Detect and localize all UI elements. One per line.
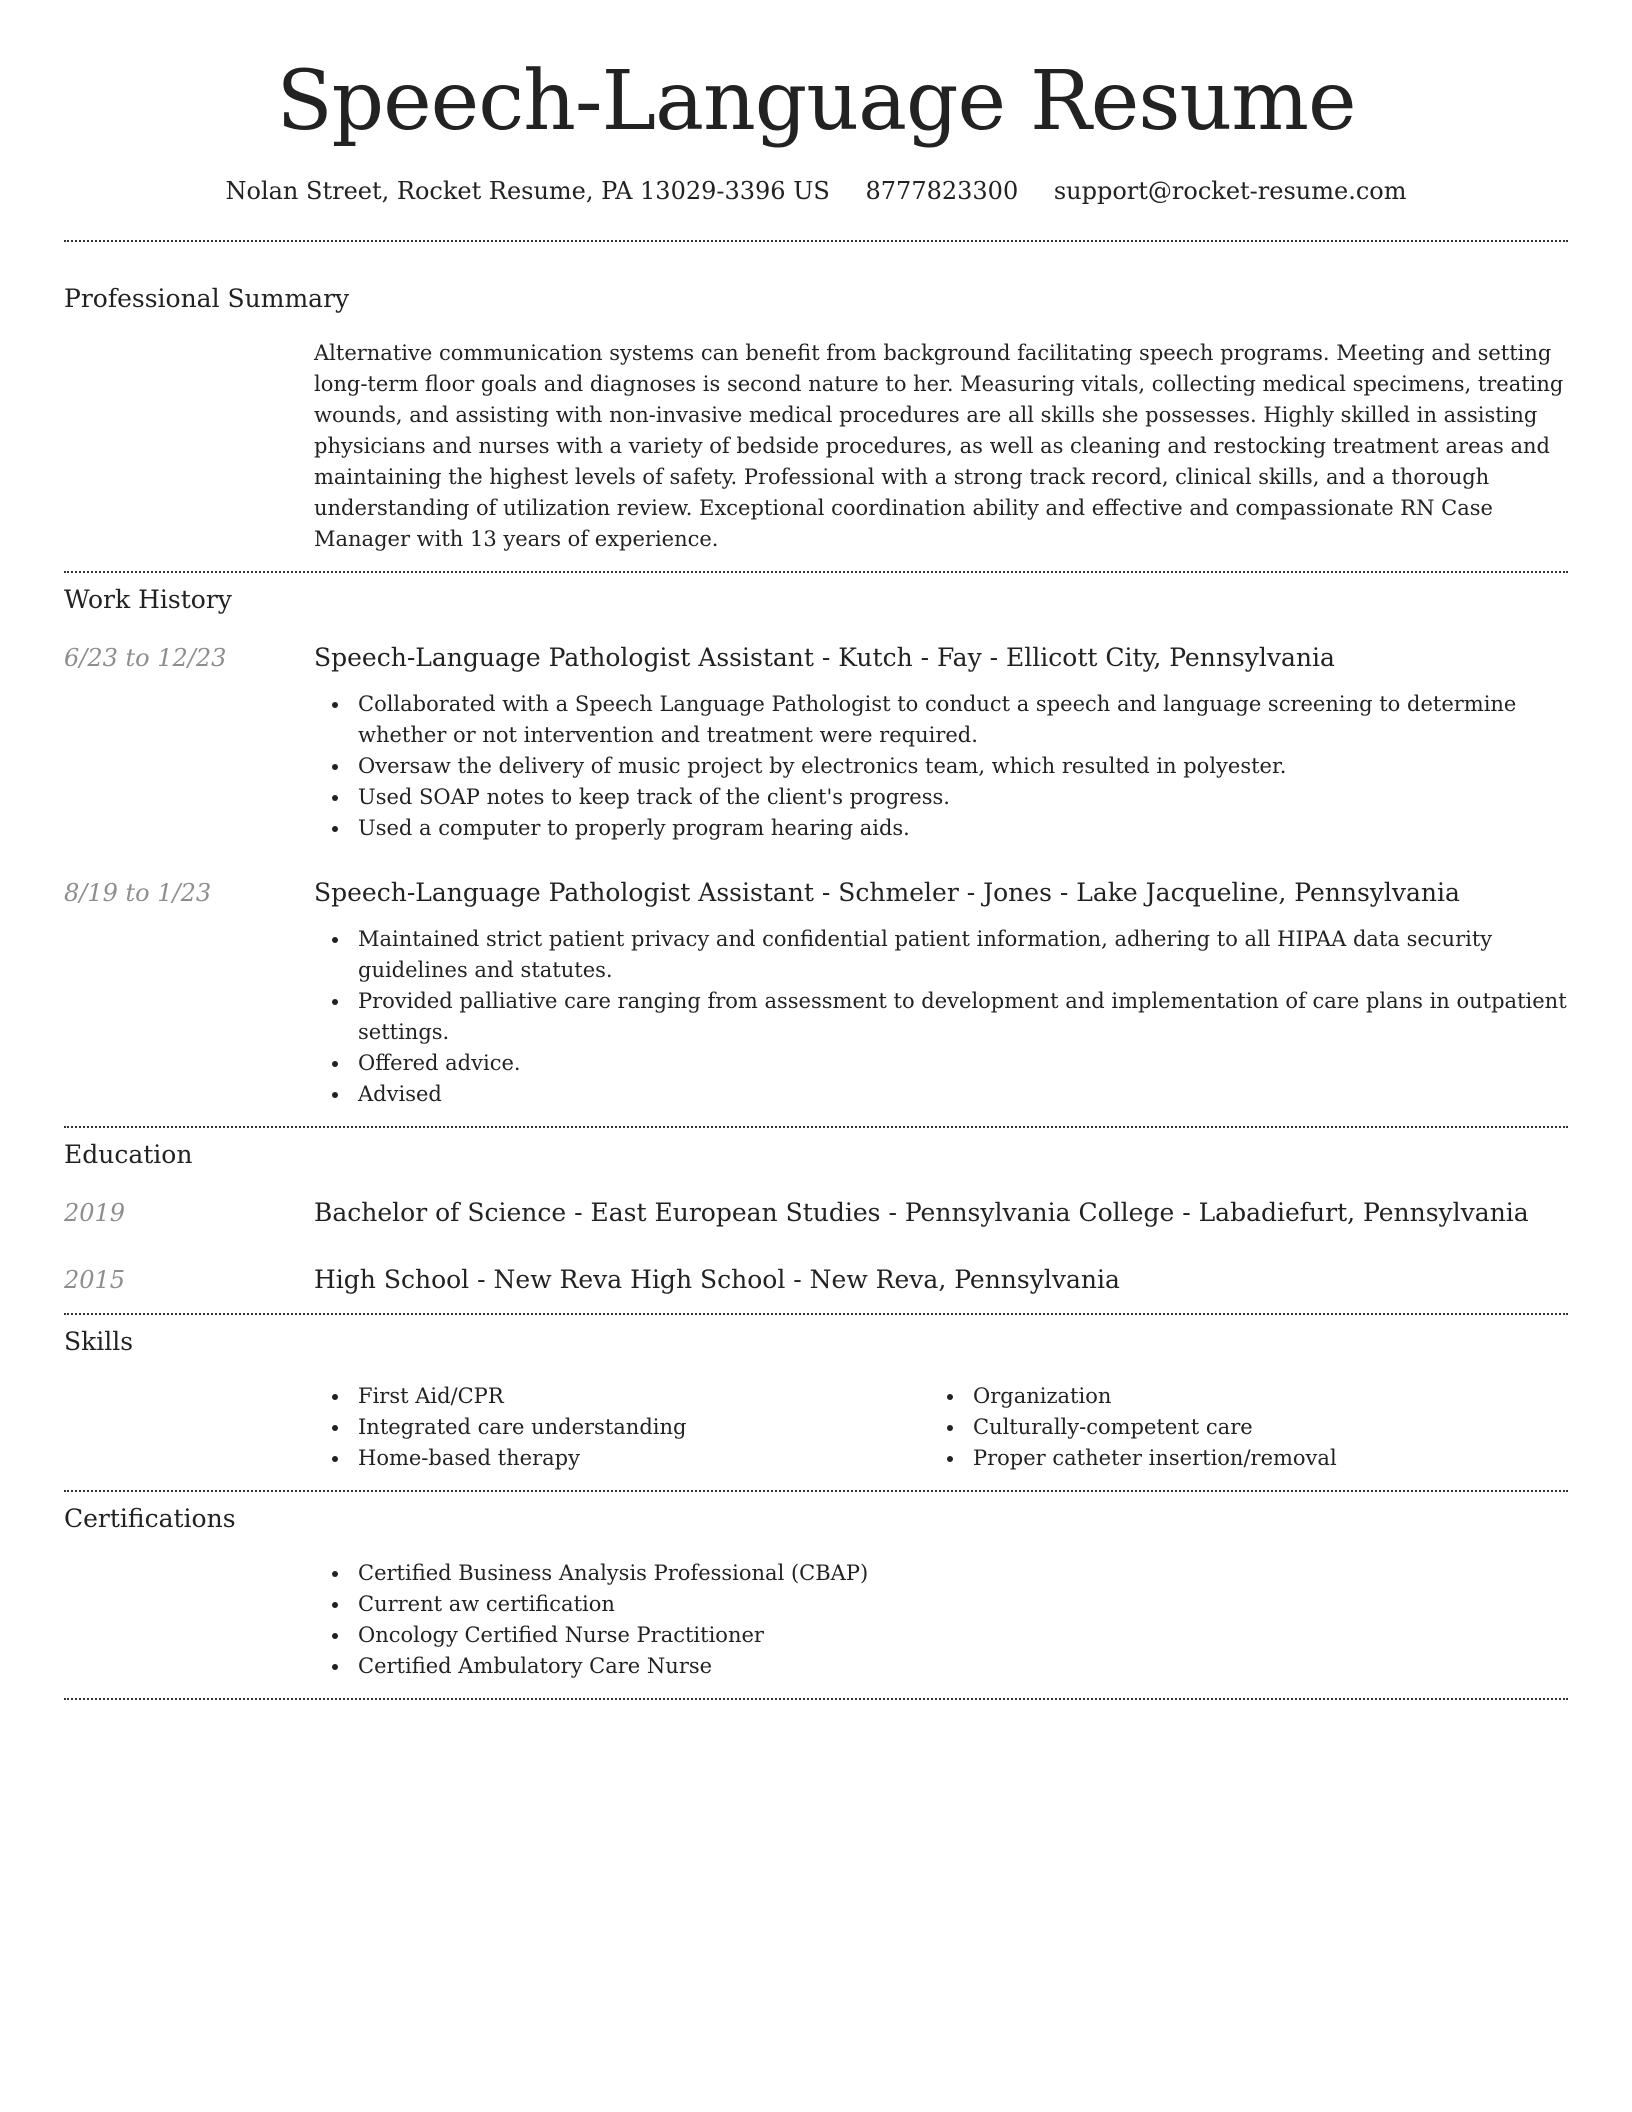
job-details: - Schmeler - Jones - Lake Jacqueline, Pennsylvania: [813, 878, 1460, 907]
job-role: Speech-Language Pathologist Assistant: [314, 878, 814, 907]
contact-email: support@rocket-resume.com: [1053, 177, 1407, 205]
list-item: Used a computer to properly program hearing aids.: [314, 813, 1568, 844]
skills-heading: Skills: [64, 1327, 134, 1356]
resume-page: [64, 0, 1568, 1700]
job-entry: [64, 641, 1568, 844]
summary-section: [64, 282, 1568, 555]
resume-name: Speech-Language Resume: [276, 54, 1356, 149]
summary-text: Alternative communication systems can benefit from background facilitating speech programs. Meeting and setting long-term floor goals and diagnoses is second nature to her. Measuring vitals, collecting medical specimens, treating wounds, and assisting with non-invasive medical procedures are all skills she possesses. Highly skilled in assisting physicians and nurses with a variety of bedside procedures, as well as cleaning and restocking treatment areas and maintaining the highest levels of safety. Professional with a strong track record, clinical skills, and a thorough understanding of utilization review. Exceptional coordination ability and effective and compassionate RN Case Manager with 13 years of experience.: [314, 341, 1564, 551]
education-degree: High School: [314, 1265, 470, 1294]
contact-line: [64, 176, 1568, 206]
job-details: - Kutch - Fay - Ellicott City, Pennsylvania: [813, 643, 1335, 672]
list-item: Maintained strict patient privacy and confidential patient information, adhering to all HIPAA data security guidelines and statutes.: [314, 924, 1568, 986]
list-item: Offered advice.: [314, 1048, 1568, 1079]
skills-section: [64, 1325, 1568, 1474]
divider: [64, 1313, 1568, 1315]
skill-item: Proper catheter insertion/removal: [929, 1443, 1544, 1474]
job-dates: 6/23 to 12/23: [64, 644, 227, 672]
education-degree: Bachelor of Science - East European Studies: [314, 1198, 881, 1227]
summary-heading: Professional Summary: [64, 284, 350, 313]
education-year: 2015: [64, 1266, 126, 1294]
certification-item: Current aw certification: [314, 1589, 1568, 1620]
skill-item: Culturally-competent care: [929, 1412, 1544, 1443]
education-entry: [64, 1263, 1568, 1297]
skills-list-right: [929, 1381, 1544, 1474]
job-bullets: [314, 689, 1568, 844]
education-year: 2019: [64, 1199, 126, 1227]
list-item: Used SOAP notes to keep track of the client's progress.: [314, 782, 1568, 813]
divider: [64, 1490, 1568, 1492]
divider: [64, 1698, 1568, 1700]
skill-item: Home-based therapy: [314, 1443, 929, 1474]
divider: [64, 240, 1568, 242]
list-item: Oversaw the delivery of music project by electronics team, which resulted in polyester.: [314, 751, 1568, 782]
certifications-section: [64, 1502, 1568, 1682]
certification-item: Certified Business Analysis Professional (CBAP): [314, 1558, 1568, 1589]
contact-phone: 8777823300: [865, 177, 1019, 205]
education-details: - New Reva High School - New Reva, Pennsylvania: [469, 1265, 1120, 1294]
job-role: Speech-Language Pathologist Assistant: [314, 643, 814, 672]
contact-address: Nolan Street, Rocket Resume, PA 13029-3396 US: [225, 177, 830, 205]
certification-item: Certified Ambulatory Care Nurse: [314, 1651, 1568, 1682]
divider: [64, 1126, 1568, 1128]
skills-list-left: [314, 1381, 929, 1474]
skill-item: Organization: [929, 1381, 1544, 1412]
list-item: Provided palliative care ranging from assessment to development and implementation of care plans in outpatient settings.: [314, 986, 1568, 1048]
job-dates: 8/19 to 1/23: [64, 879, 212, 907]
certifications-list: [314, 1558, 1568, 1682]
skill-item: Integrated care understanding: [314, 1412, 929, 1443]
divider: [64, 571, 1568, 573]
education-section: [64, 1138, 1568, 1297]
education-entry: [64, 1196, 1568, 1230]
certification-item: Oncology Certified Nurse Practitioner: [314, 1620, 1568, 1651]
job-title: [314, 641, 1568, 675]
job-entry: [64, 876, 1568, 1110]
education-details: - Pennsylvania College - Labadiefurt, Pennsylvania: [880, 1198, 1529, 1227]
list-item: Collaborated with a Speech Language Pathologist to conduct a speech and language screening to determine whether or not intervention and treatment were required.: [314, 689, 1568, 751]
education-heading: Education: [64, 1140, 193, 1169]
work-section: [64, 583, 1568, 1110]
list-item: Advised: [314, 1079, 1568, 1110]
job-title: [314, 876, 1568, 910]
certifications-heading: Certifications: [64, 1504, 236, 1533]
work-heading: Work History: [64, 585, 232, 614]
skill-item: First Aid/CPR: [314, 1381, 929, 1412]
job-bullets: [314, 924, 1568, 1110]
